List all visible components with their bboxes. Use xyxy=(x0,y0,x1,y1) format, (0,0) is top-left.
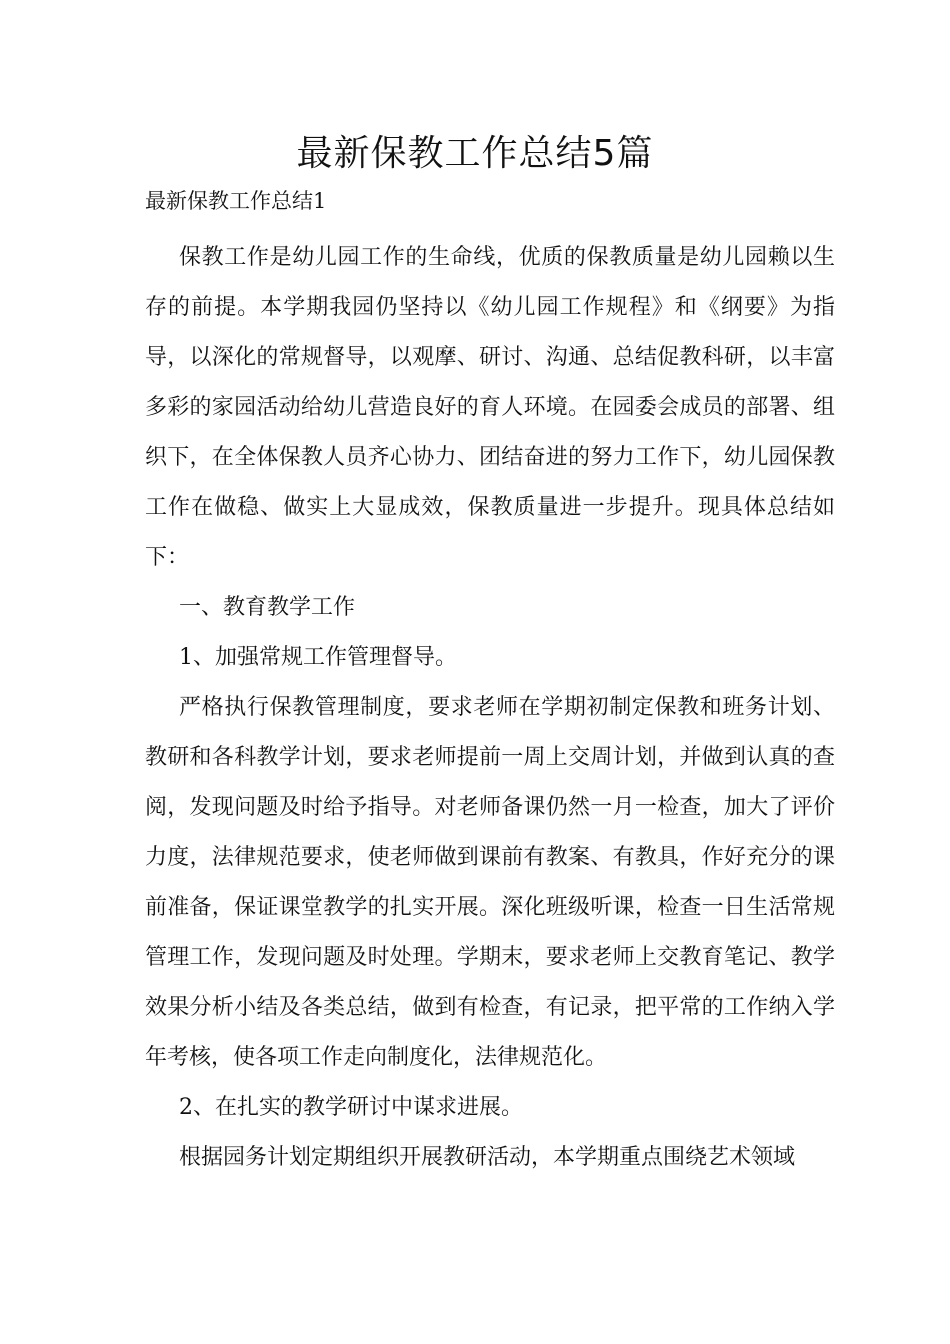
paragraph-routine-management: 严格执行保教管理制度，要求老师在学期初制定保教和班务计划、教研和各科教学计划，要求老师提前一周上交周计划，并做到认真的查阅，发现问题及时给予指导。对老师备课仍然一月一检查，加大了评价力度，法律规范要求，使老师做到课前有教案、有教具，作好充分的课前准备，保证课堂教学的扎实开展。深化班级听课，检查一日生活常规管理工作，发现问题及时处理。学期末，要求老师上交教育笔记、教学效果分析小结及各类总结，做到有检查，有记录，把平常的工作纳入学年考核，使各项工作走向制度化，法律规范化。 xyxy=(145,695,835,1070)
document-title: 最新保教工作总结5篇 xyxy=(296,133,654,174)
heading-teaching-work: 一、教育教学工作 xyxy=(179,595,356,620)
section-subtitle: 最新保教工作总结1 xyxy=(145,189,327,213)
heading-routine-management: 1、加强常规工作管理督导。 xyxy=(179,645,457,670)
heading-teaching-research: 2、在扎实的教学研讨中谋求进展。 xyxy=(179,1095,523,1120)
paragraph-intro: 保教工作是幼儿园工作的生命线，优质的保教质量是幼儿园赖以生存的前提。本学期我园仍坚持以《幼儿园工作规程》和《纲要》为指导，以深化的常规督导，以观摩、研讨、沟通、总结促教科研，以丰富多彩的家园活动给幼儿营造良好的育人环境。在园委会成员的部署、组织下，在全体保教人员齐心协力、团结奋进的努力工作下，幼儿园保教工作在做稳、做实上大显成效，保教质量进一步提升。现具体总结如下： xyxy=(145,245,835,570)
document-body xyxy=(145,233,835,1183)
paragraph-teaching-research: 根据园务计划定期组织开展教研活动，本学期重点围绕艺术领域 xyxy=(179,1145,796,1170)
